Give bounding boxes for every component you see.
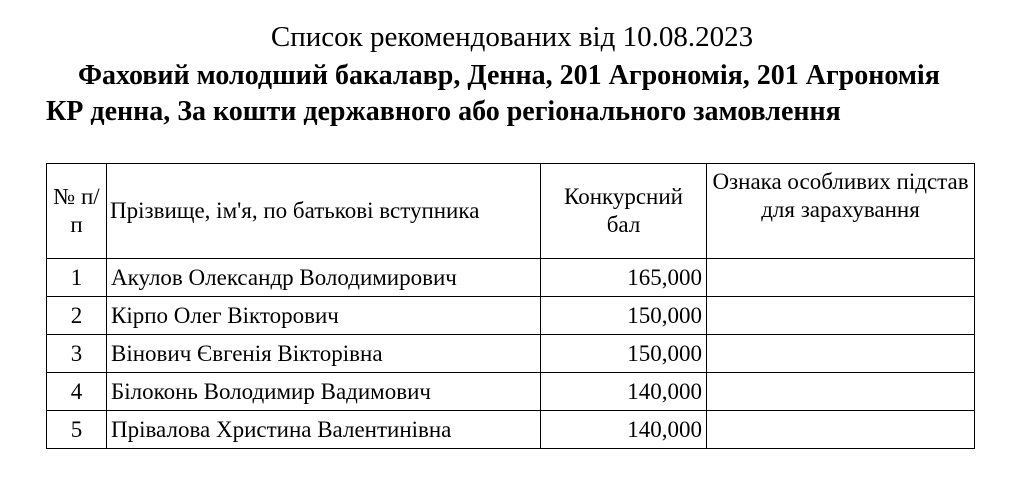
row-number: 4 xyxy=(47,373,107,411)
applicant-score: 165,000 xyxy=(541,259,707,297)
row-number: 5 xyxy=(47,411,107,449)
applicant-name: Білоконь Володимир Вадимович xyxy=(107,373,541,411)
applicant-score: 140,000 xyxy=(541,411,707,449)
column-header-number: № п/п xyxy=(47,164,107,259)
special-basis xyxy=(707,259,975,297)
table-row xyxy=(47,411,975,449)
special-basis xyxy=(707,373,975,411)
row-number: 2 xyxy=(47,297,107,335)
special-basis xyxy=(707,411,975,449)
document-subtitle: Фаховий молодший бакалавр, Денна, 201 Агрономія, 201 Агрономія КР денна, За кошти державного або регіонального замовлення xyxy=(46,60,940,127)
special-basis xyxy=(707,335,975,373)
table-row xyxy=(47,335,975,373)
applicant-name: Кірпо Олег Вікторович xyxy=(107,297,541,335)
table-header-row xyxy=(47,164,975,259)
applicant-score: 150,000 xyxy=(541,297,707,335)
table-row xyxy=(47,373,975,411)
applicant-score: 150,000 xyxy=(541,335,707,373)
applicant-name: Вінович Євгенія Вікторівна xyxy=(107,335,541,373)
row-number: 1 xyxy=(47,259,107,297)
column-header-name: Прізвище, ім'я, по батькові вступника xyxy=(107,164,541,259)
applicant-name: Акулов Олександр Володимирович xyxy=(107,259,541,297)
special-basis xyxy=(707,297,975,335)
table-row xyxy=(47,297,975,335)
document-title: Список рекомендованих від 10.08.2023 xyxy=(270,21,754,53)
table-row xyxy=(47,259,975,297)
column-header-score: Конкурсний бал xyxy=(541,164,707,259)
recommended-list-table xyxy=(46,163,975,449)
applicant-score: 140,000 xyxy=(541,373,707,411)
column-header-special-basis: Ознака особливих підстав для зарахування xyxy=(707,164,975,259)
row-number: 3 xyxy=(47,335,107,373)
applicant-name: Прівалова Христина Валентинівна xyxy=(107,411,541,449)
